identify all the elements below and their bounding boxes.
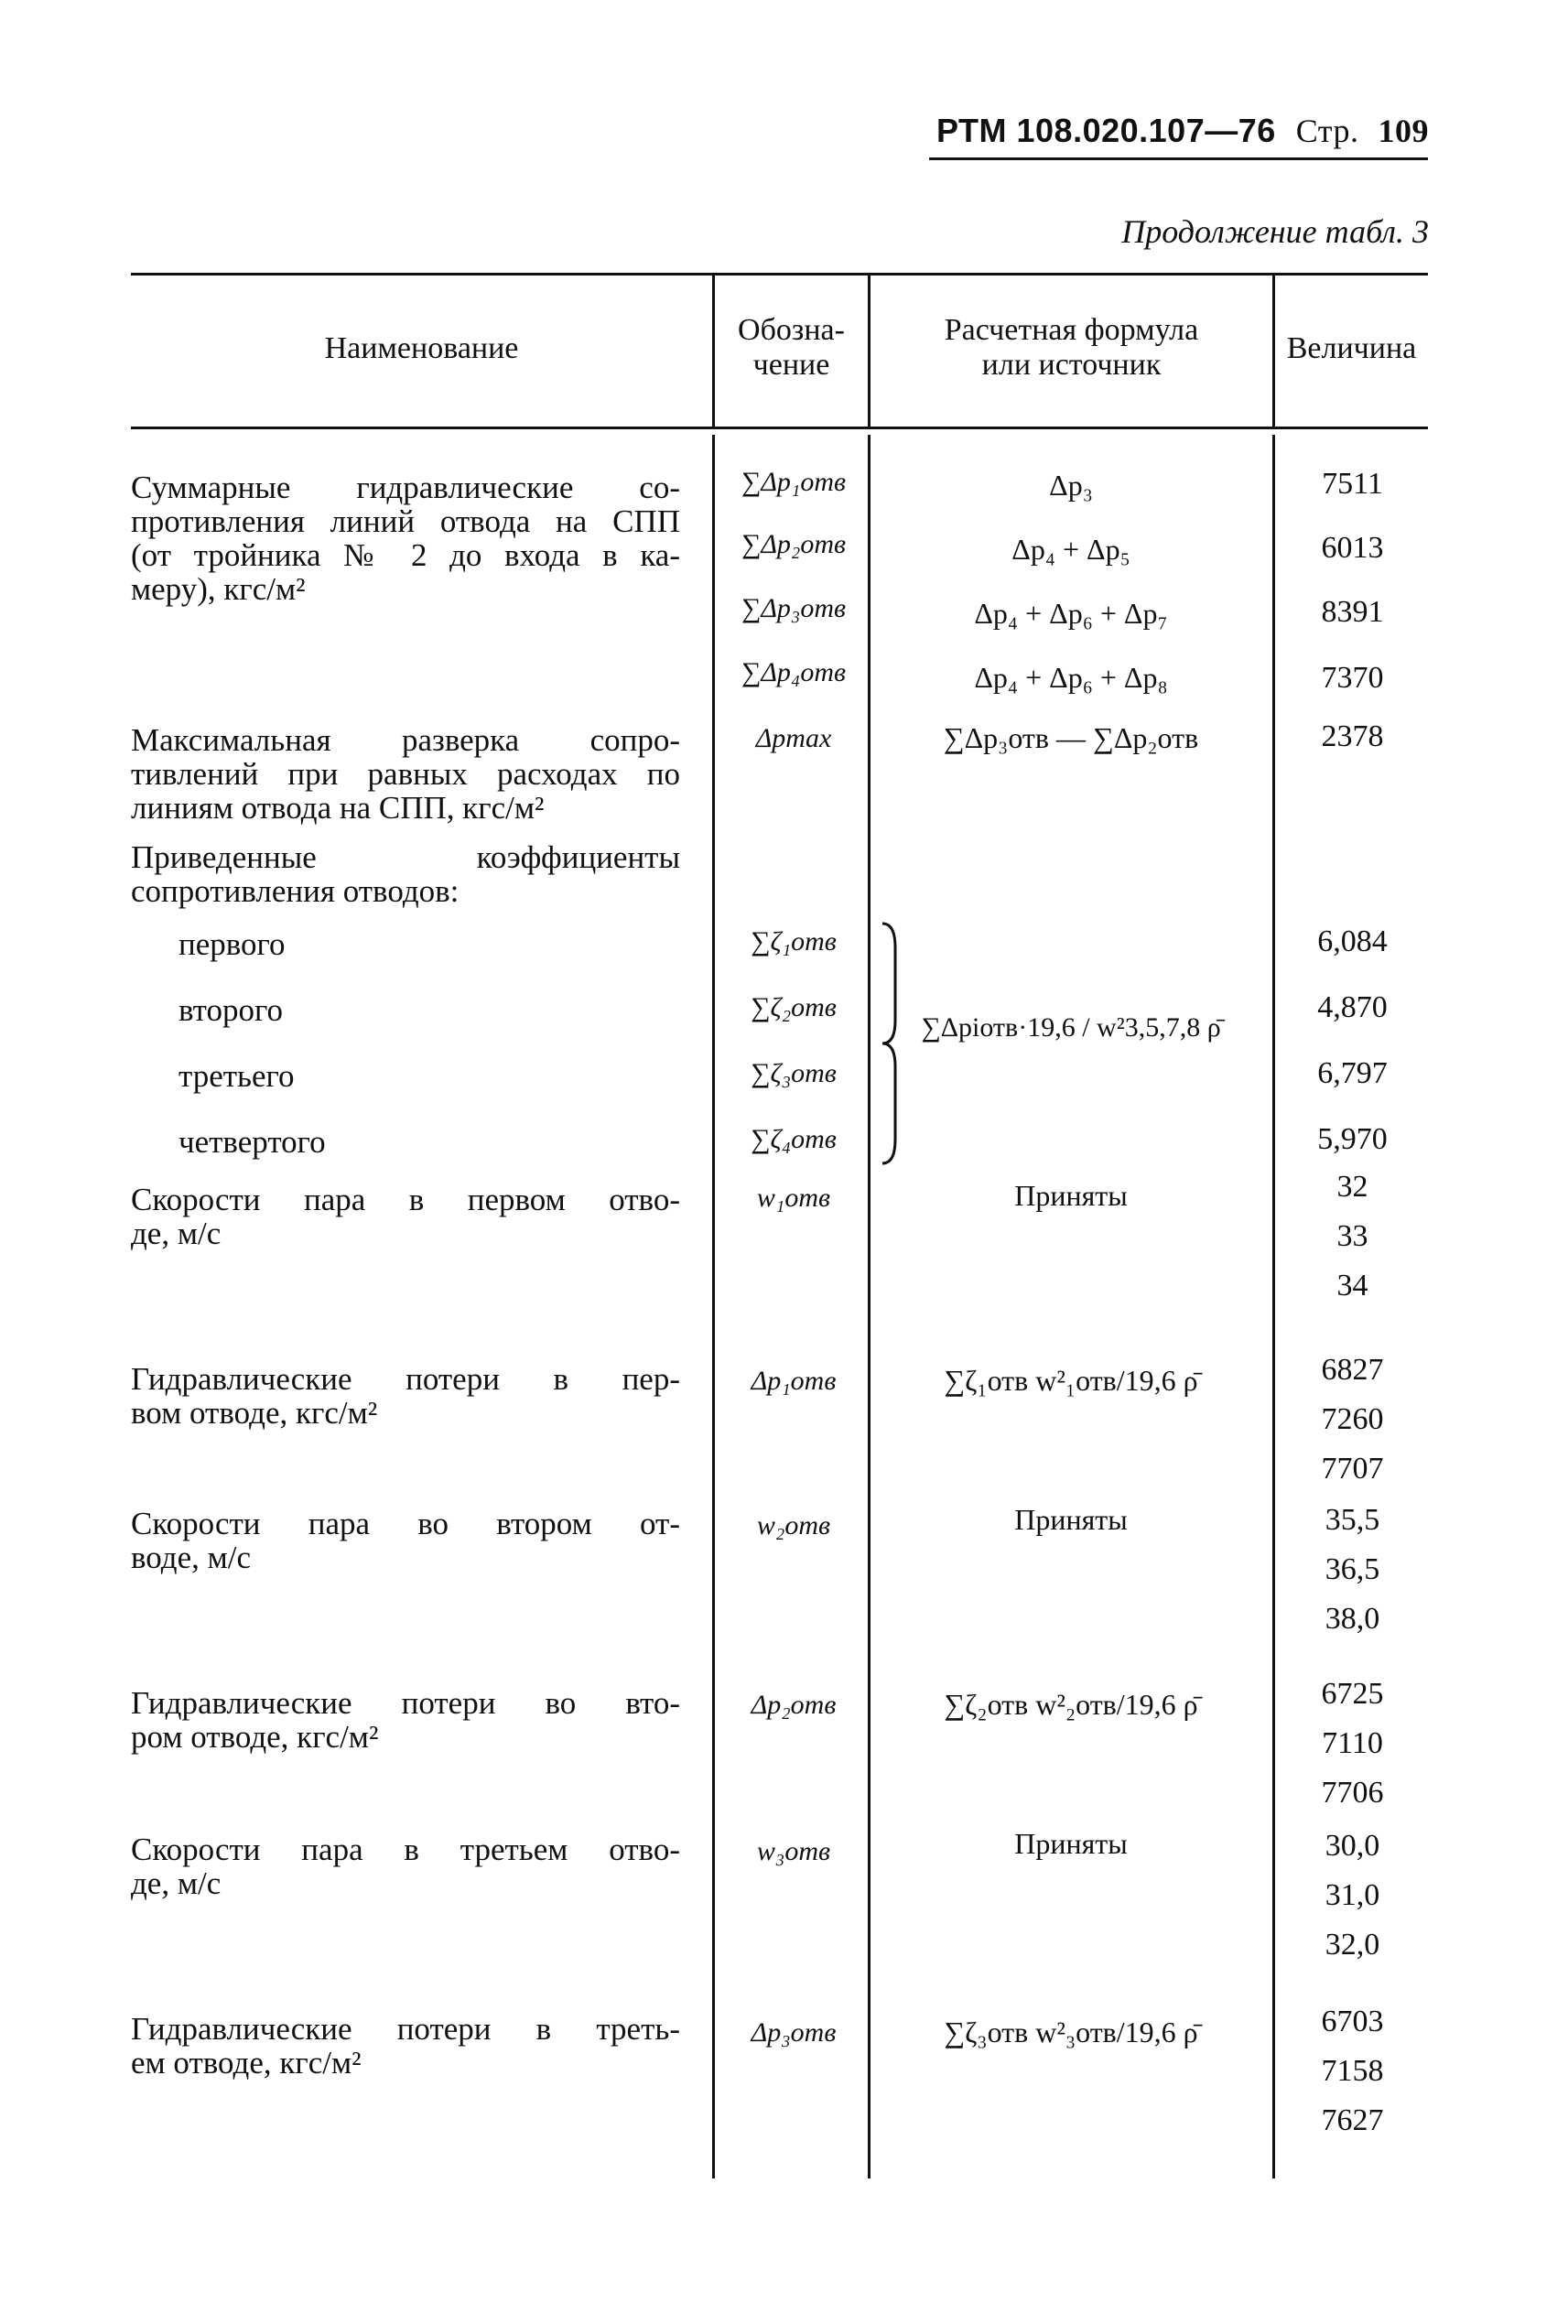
value: 6827 [1321,1353,1384,1387]
col-header-formula: Расчетная формула или источник [944,313,1199,382]
value: 30,0 [1325,1829,1380,1863]
value: 33 [1336,1219,1368,1253]
value: 34 [1336,1269,1368,1303]
value: 6703 [1321,2005,1384,2038]
brace-icon [879,920,906,1167]
row-loss-3-name: Гидравлические потери в треть- ем отводе, кгс/м² [131,2011,680,2081]
designation: Δp₃отв [751,2017,837,2048]
formula: Δp₄ + Δp₆ + Δp₈ [974,661,1168,694]
value: 6725 [1321,1677,1384,1711]
value: 7707 [1321,1452,1384,1486]
row-speed-2-name: Скорости пара во втором от- воде, м/с [131,1506,680,1575]
designation: Δpmax [755,723,832,753]
designation: ∑ζ₃отв [751,1058,837,1088]
col-divider-2-body [868,435,871,2178]
designation: Δp₁отв [751,1366,837,1396]
formula: Приняты [1014,1503,1128,1536]
designation: ∑ζ₁отв [751,926,837,957]
continuation-note: Продолжение табл. 3 [1121,213,1429,250]
value: 4,870 [1317,990,1388,1024]
value: 7158 [1321,2054,1384,2088]
row-max-spread-name: Максимальная разверка сопро- тивлений при равных расходах по линиям отвода на СПП, кгс/м² [131,722,680,826]
value: 7706 [1321,1776,1384,1810]
formula: ∑ζ₃отв w²₃отв/19,6 ρ̄ [944,2016,1198,2048]
col-header-designation: Обозна- чение [738,313,845,382]
value: 6013 [1321,531,1384,565]
designation: ∑ζ₂отв [751,992,837,1022]
table-header-rule [131,427,1428,429]
value: 35,5 [1325,1503,1380,1537]
formula: Приняты [1014,1827,1128,1860]
formula: Δp₃ [1049,469,1093,502]
doc-code: РТМ 108.020.107—76 [936,112,1276,149]
designation: w₂отв [756,1510,831,1540]
designation: ∑Δp₂отв [741,529,847,559]
designation: ∑ζ₄отв [751,1124,837,1154]
page-number: 109 [1378,113,1429,149]
designation: w₁отв [756,1183,831,1213]
subitem-label: четвертого [178,1124,326,1160]
formula: ∑Δp₃отв — ∑Δp₂отв [943,721,1199,754]
formula: ∑ζ₁отв w²₁отв/19,6 ρ̄ [944,1364,1198,1397]
value: 7110 [1322,1726,1383,1760]
col-divider-1-body [712,435,715,2178]
header-rule [929,157,1428,160]
value: 7627 [1321,2103,1384,2137]
formula: Δp₄ + Δp₆ + Δp₇ [974,597,1168,630]
formula: Приняты [1014,1179,1128,1212]
designation: Δp₂отв [751,1690,837,1720]
formula: ∑ζ₂отв w²₂отв/19,6 ρ̄ [944,1688,1198,1721]
row-reduced-coef-name: Приведенные коэффициенты сопротивления отводов: [131,839,680,909]
table-top-rule [131,273,1428,276]
subitem-label: второго [178,992,283,1028]
col-header-name: Наименование [324,331,519,365]
subitem-label: третьего [178,1058,295,1094]
col-divider-3-body [1272,435,1275,2178]
row-loss-2-name: Гидравлические потери во вто- ром отводе, кгс/м² [131,1685,680,1755]
page-label: Стр. [1295,113,1359,149]
designation: ∑Δp₃отв [741,593,847,623]
value: 7511 [1322,467,1383,501]
value: 6,084 [1317,924,1388,958]
subitem-label: первого [178,926,286,962]
value: 38,0 [1325,1602,1380,1636]
row-sum-resist-name: Суммарные гидравлические со- противления линий отвода на СПП (от тройника № 2 до входа в ка- меру), кгс/м² [131,470,680,607]
designation: ∑Δp₁отв [741,467,847,497]
value: 8391 [1321,595,1384,629]
formula: Δp₄ + Δp₅ [1011,533,1130,566]
page-header [936,112,1429,150]
value: 36,5 [1325,1552,1380,1586]
col-header-value: Величина [1286,331,1417,365]
formula: ∑Δpiотв·19,6 / w²3,5,7,8 ρ̄ [921,1012,1221,1043]
value: 2378 [1321,719,1384,753]
row-loss-1-name: Гидравлические потери в пер- вом отводе, кгс/м² [131,1361,680,1431]
value: 6,797 [1317,1056,1388,1090]
row-speed-1-name: Скорости пара в первом отво- де, м/с [131,1182,680,1251]
value: 32 [1336,1170,1368,1204]
row-speed-3-name: Скорости пара в третьем отво- де, м/с [131,1832,680,1901]
designation: ∑Δp₄отв [741,657,847,687]
designation: w₃отв [756,1836,831,1866]
value: 31,0 [1325,1878,1380,1912]
value: 7370 [1321,661,1384,695]
value: 32,0 [1325,1928,1380,1962]
value: 7260 [1321,1402,1384,1436]
value: 5,970 [1317,1122,1388,1156]
